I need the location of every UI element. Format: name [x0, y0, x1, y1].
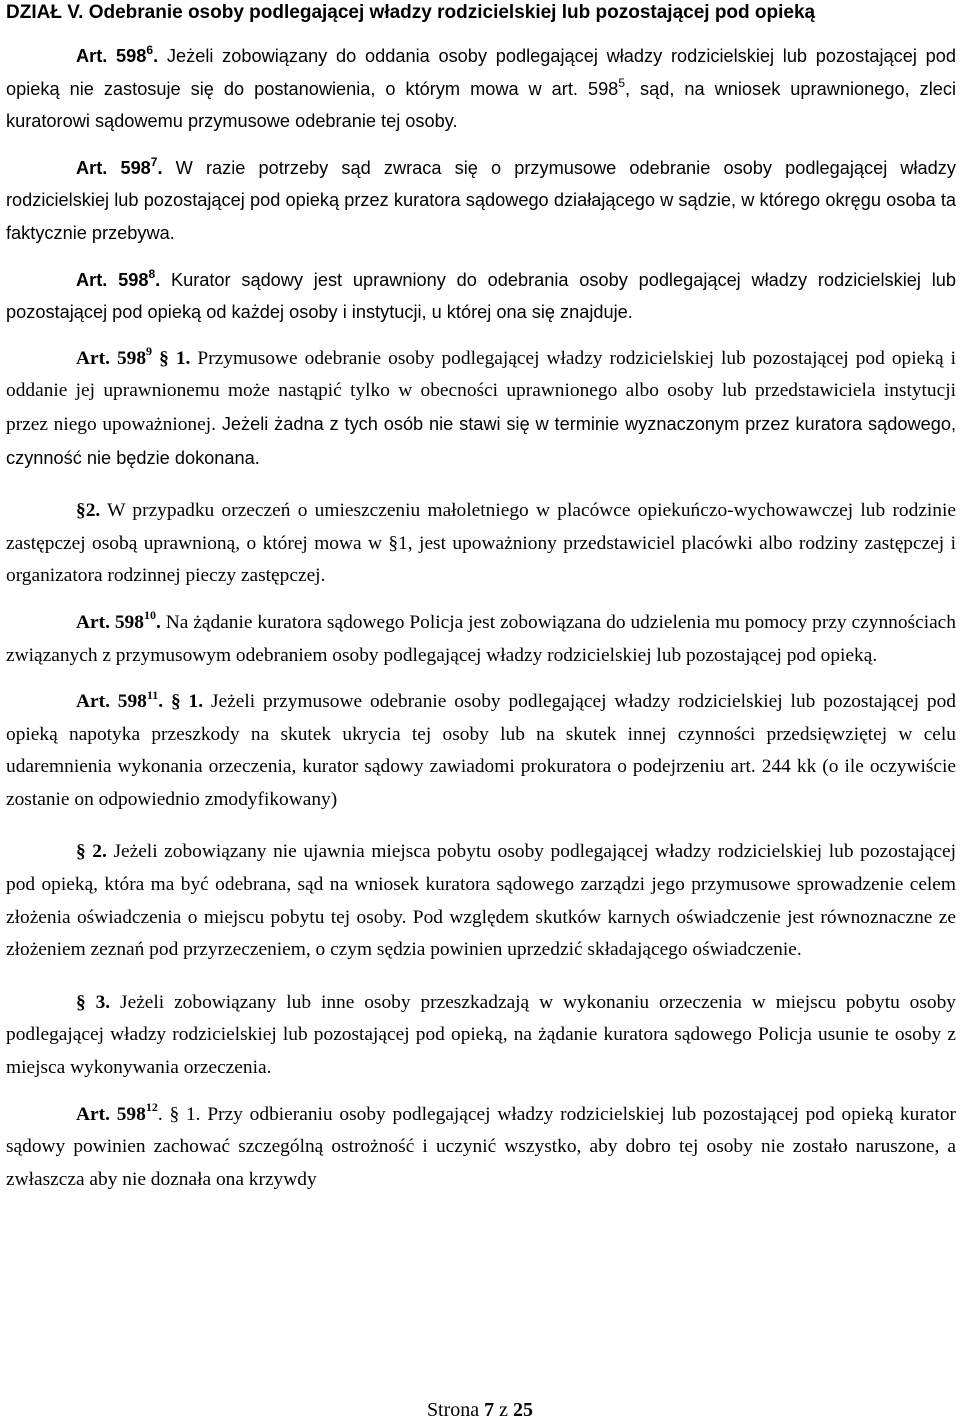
article-598-8: [6, 264, 956, 329]
article-ref-sup: 5: [618, 75, 625, 90]
article-text: W razie potrzeby sąd zwraca się o przymusowe odebranie osoby podlegającej władzy rodzicielskiej lub pozostającej pod opieką przez kuratora sądowego działającego w sądzie, w którego okręgu osoba ta faktycznie przebywa.: [6, 157, 956, 243]
article-label: Art. 598: [76, 611, 144, 633]
article-598-11: [6, 686, 956, 816]
article-text: Jeżeli zobowiązany lub inne osoby przeszkadzają w wykonaniu orzeczenia w miejscu pobytu osoby podlegającej władzy rodzicielskiej lub pozostającej pod opieką, na żądanie kuratora sądowego Policja usunie te osoby z miejsca wykonywania orzeczenia.: [6, 991, 956, 1079]
article-598-6: [6, 40, 956, 138]
article-label: Art. 598: [76, 269, 149, 290]
article-sup: 7: [150, 154, 158, 169]
article-label: Art. 598: [76, 691, 147, 713]
article-598-7: [6, 152, 956, 250]
article-sup: 10: [143, 608, 156, 623]
article-sup: 8: [148, 266, 156, 281]
article-sup: 11: [146, 687, 159, 702]
article-label: Art. 598: [76, 46, 147, 66]
page-footer: [0, 1398, 960, 1422]
article-598-9: [6, 343, 956, 475]
article-598-11-par-2: [6, 836, 956, 966]
paragraph-mark: . § 1.: [158, 691, 204, 713]
article-sup: 9: [146, 344, 153, 359]
article-text: Jeżeli przymusowe odebranie osoby podlegającej władzy rodzicielskiej lub pozostającej pod opieką napotyka przeszkody na skutek ukrycia tej osoby lub na skutek innej czynności przedsięwziętej w celu udaremnienia wykonania orzeczenia, kurator sądowy zawiadomi prokuratora o podejrzeniu art. 244 kk (o ile oczywiście zostanie on odpowiednio zmodyfikowany): [6, 691, 957, 810]
page-number-middle: z: [494, 1399, 514, 1421]
article-dot: .: [155, 269, 161, 290]
article-text: Na żądanie kuratora sądowego Policja jest zobowiązana do udzielenia mu pomocy przy czynnościach związanych z przymusowym odebraniem osoby podlegającej władzy rodzicielskiej lub pozostającej pod opieką.: [6, 611, 956, 666]
article-598-9-par-2: [6, 495, 956, 593]
article-text: Jeżeli zobowiązany do oddania osoby podlegającej władzy rodzicielskiej lub pozostającej pod opieką nie zastosuje się do postanowienia, o którym mowa w art.: [6, 46, 956, 99]
article-598-12: [6, 1099, 956, 1197]
article-label: Art. 598: [76, 347, 147, 369]
article-dot: .: [155, 611, 161, 633]
article-sup: 12: [145, 1100, 158, 1115]
page-number-prefix: Strona: [426, 1399, 485, 1421]
article-text: , sąd, na wniosek uprawnionego, zleci kuratorowi sądowemu przymusowe odebranie tej osoby.: [6, 78, 956, 132]
article-dot: .: [153, 46, 159, 66]
article-text: Przy odbieraniu osoby podlegającej władzy rodzicielskiej lub pozostającej pod opieką kurator sądowy powinien zachować szczególną ostrożność i uczynić wszystko, aby dobro tej osoby nie zostało naruszone, a zwłaszcza aby nie doznała ona krzywdy: [6, 1103, 956, 1190]
article-dot: .: [157, 157, 163, 178]
page-number-current: 7: [484, 1399, 495, 1421]
article-label: Art. 598: [76, 157, 151, 178]
paragraph-mark: § 3.: [76, 991, 111, 1013]
paragraph-mark: § 2.: [76, 841, 107, 863]
paragraph-mark: § 1.: [152, 347, 191, 369]
article-text: Przymusowe odebranie osoby podlegającej władzy rodzicielskiej lub pozostającej pod opieką i oddanie jej uprawnionemu może nastąpić tylko w obecności uprawnionego albo osoby lub przedstawiciela instytucji przez niego upoważnionej.: [6, 347, 956, 435]
article-sup: 6: [146, 42, 154, 57]
article-text: W przypadku orzeczeń o umieszczeniu małoletniego w placówce opiekuńczo-wychowawczej lub rodzinie zastępczej osobą uprawnioną, o której mowa w §1, jest upoważniony przedstawiciel placówki albo rodziny zastępczej i organizatora rodzinnej pieczy zastępczej.: [6, 500, 956, 587]
article-text: Jeżeli zobowiązany nie ujawnia miejsca pobytu osoby podlegającej władzy rodzicielskiej lub pozostającej pod opieką, która ma być odebrana, sąd na wniosek kuratora sądowego zarządzi jego przymusowe sprowadzenie celem złożenia oświadczenia o miejscu pobytu tej osoby. Pod względem skutków karnych oświadczenie jest równoznaczne ze złożeniem zeznań pod przyrzeczeniem, o czym sędzia powinien uprzedzić składającego oświadczenie.: [6, 841, 956, 961]
section-heading: DZIAŁ V. Odebranie osoby podlegającej władzy rodzicielskiej lub pozostającej pod opieką: [6, 2, 816, 23]
article-598-10: [6, 607, 956, 672]
article-label: Art. 598: [76, 1103, 146, 1125]
article-text: Jeżeli żadna z tych osób nie stawi się w terminie wyznaczonym przez kuratora sądowego, czynność nie będzie dokonana.: [6, 413, 956, 468]
paragraph-mark: . § 1.: [157, 1103, 201, 1125]
page-number-total: 25: [513, 1399, 534, 1421]
article-text: Kurator sądowy jest uprawniony do odebrania osoby podlegającej władzy rodzicielskiej lub pozostającej pod opieką od każdej osoby i instytucji, u której ona się znajduje.: [6, 269, 956, 323]
document-page: [6, 0, 956, 1196]
article-598-11-par-3: [6, 987, 956, 1085]
paragraph-mark: §2.: [76, 500, 101, 522]
article-ref: 598: [587, 78, 619, 99]
